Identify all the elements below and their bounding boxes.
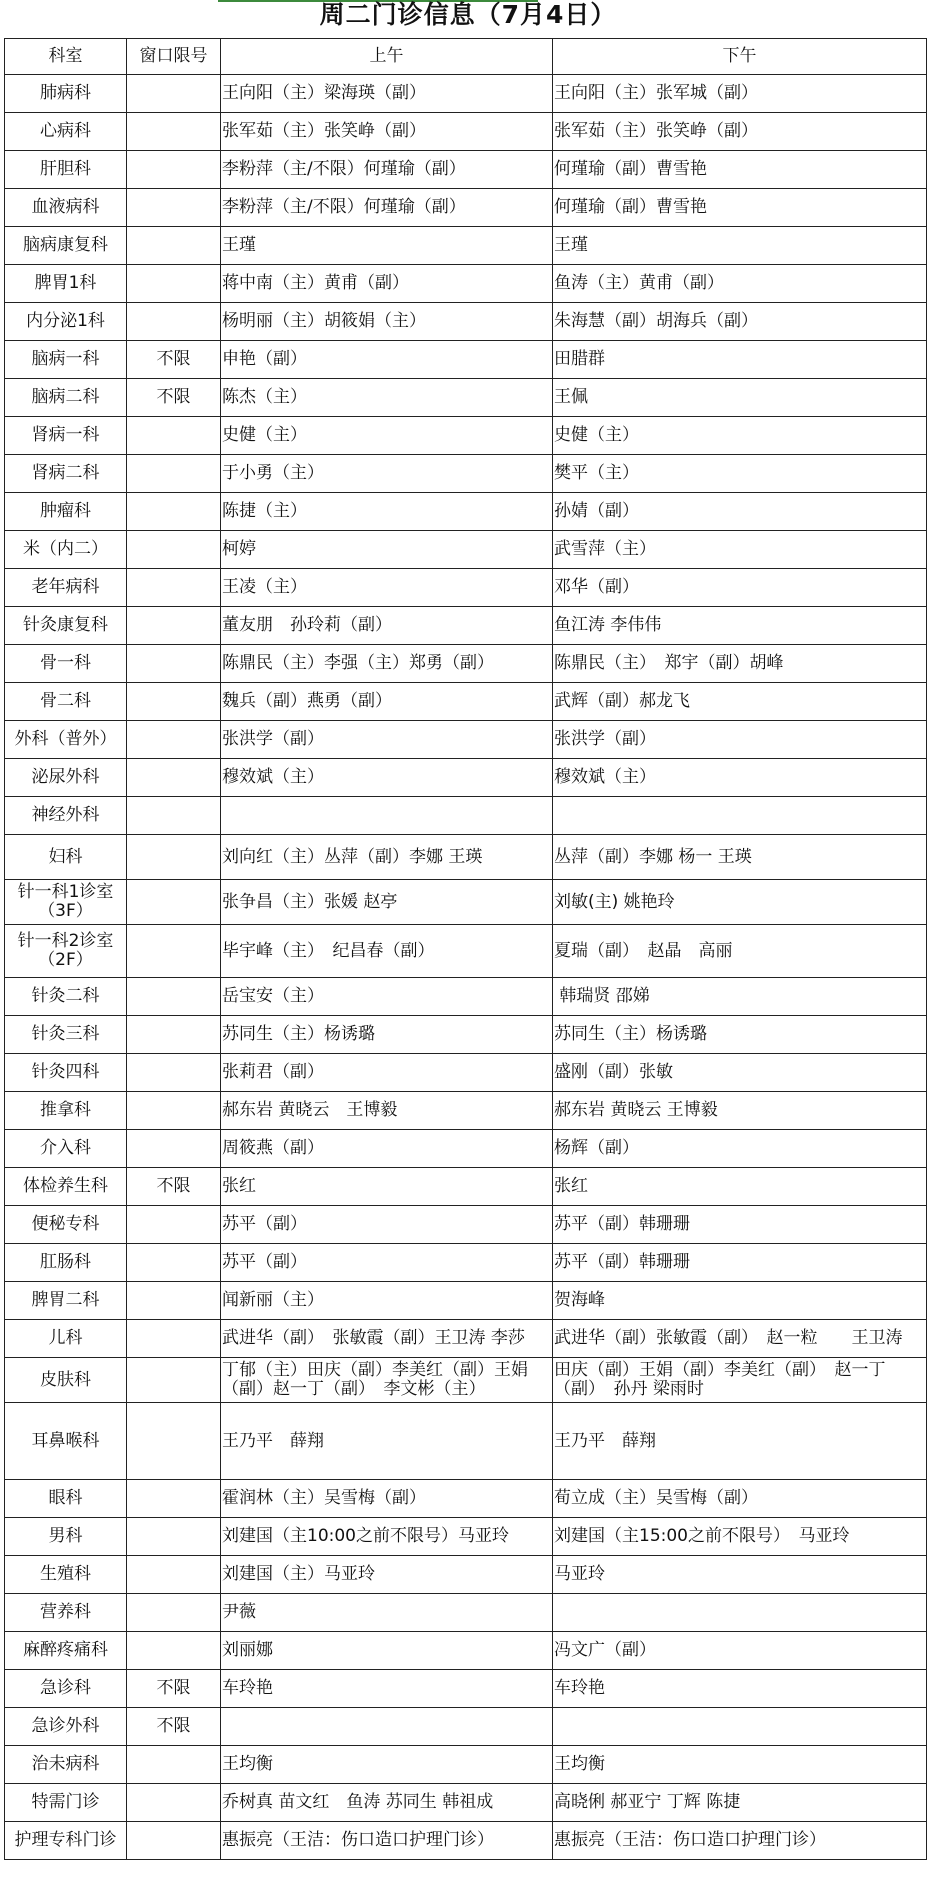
afternoon-cell <box>553 1708 927 1746</box>
dept-cell: 营养科 <box>5 1594 127 1632</box>
window-limit-cell <box>127 925 221 978</box>
morning-cell: 杨明丽（主）胡筱娟（主） <box>221 303 553 341</box>
table-row <box>5 1784 927 1822</box>
morning-cell: 王瑾 <box>221 227 553 265</box>
morning-cell: 李粉萍（主/不限）何瑾瑜（副） <box>221 189 553 227</box>
schedule-table <box>4 38 927 1860</box>
window-limit-cell <box>127 978 221 1016</box>
window-limit-cell <box>127 683 221 721</box>
window-limit-cell <box>127 1632 221 1670</box>
dept-cell: 男科 <box>5 1518 127 1556</box>
table-row <box>5 1358 927 1403</box>
table-row <box>5 1556 927 1594</box>
afternoon-cell: 刘敏(主) 姚艳玲 <box>553 880 927 925</box>
morning-cell: 车玲艳 <box>221 1670 553 1708</box>
page-title: 周二门诊信息（7月4日） <box>319 0 617 29</box>
morning-cell: 柯婷 <box>221 531 553 569</box>
dept-cell: 便秘专科 <box>5 1206 127 1244</box>
table-row <box>5 1282 927 1320</box>
morning-cell <box>221 1708 553 1746</box>
window-limit-cell <box>127 759 221 797</box>
window-limit-cell <box>127 1822 221 1860</box>
window-limit-cell: 不限 <box>127 379 221 417</box>
morning-cell: 陈鼎民（主）李强（主）郑勇（副） <box>221 645 553 683</box>
table-row <box>5 1822 927 1860</box>
header-afternoon: 下午 <box>553 39 927 75</box>
table-row <box>5 341 927 379</box>
afternoon-cell: 荀立成（主）吴雪梅（副） <box>553 1480 927 1518</box>
afternoon-cell: 惠振亮（王洁：伤口造口护理门诊） <box>553 1822 927 1860</box>
morning-cell: 闻新丽（主） <box>221 1282 553 1320</box>
dept-cell: 肾病一科 <box>5 417 127 455</box>
afternoon-cell: 张红 <box>553 1168 927 1206</box>
table-row <box>5 925 927 978</box>
window-limit-cell <box>127 1092 221 1130</box>
dept-cell: 针灸三科 <box>5 1016 127 1054</box>
morning-cell: 郝东岩 黄晓云 王博毅 <box>221 1092 553 1130</box>
dept-cell: 护理专科门诊 <box>5 1822 127 1860</box>
afternoon-cell: 陈鼎民（主） 郑宇（副）胡峰 <box>553 645 927 683</box>
afternoon-cell: 夏瑞（副） 赵晶 高丽 <box>553 925 927 978</box>
afternoon-cell: 张洪学（副） <box>553 721 927 759</box>
window-limit-cell <box>127 721 221 759</box>
dept-cell: 推拿科 <box>5 1092 127 1130</box>
table-row <box>5 417 927 455</box>
afternoon-cell: 武进华（副）张敏霞（副） 赵一粒 王卫涛 <box>553 1320 927 1358</box>
dept-cell: 妇科 <box>5 835 127 880</box>
morning-cell: 王乃平 薛翔 <box>221 1403 553 1480</box>
morning-cell: 苏平（副） <box>221 1244 553 1282</box>
dept-cell: 内分泌1科 <box>5 303 127 341</box>
table-row <box>5 1168 927 1206</box>
table-row <box>5 1092 927 1130</box>
window-limit-cell <box>127 265 221 303</box>
window-limit-cell <box>127 1282 221 1320</box>
header-dept: 科室 <box>5 39 127 75</box>
window-limit-cell: 不限 <box>127 1670 221 1708</box>
morning-cell: 乔树真 苗文红 鱼涛 苏同生 韩祖成 <box>221 1784 553 1822</box>
table-row <box>5 759 927 797</box>
morning-cell: 董友朋 孙玲莉（副） <box>221 607 553 645</box>
window-limit-cell <box>127 1016 221 1054</box>
table-row <box>5 1746 927 1784</box>
dept-cell: 针一科1诊室（3F） <box>5 880 127 925</box>
afternoon-cell: 孙婧（副） <box>553 493 927 531</box>
dept-cell: 肛肠科 <box>5 1244 127 1282</box>
morning-cell: 魏兵（副）燕勇（副） <box>221 683 553 721</box>
table-row <box>5 1206 927 1244</box>
morning-cell: 刘建国（主10:00之前不限号）马亚玲 <box>221 1518 553 1556</box>
table-row <box>5 227 927 265</box>
afternoon-cell: 车玲艳 <box>553 1670 927 1708</box>
table-row <box>5 607 927 645</box>
dept-cell: 麻醉疼痛科 <box>5 1632 127 1670</box>
window-limit-cell <box>127 1244 221 1282</box>
window-limit-cell <box>127 607 221 645</box>
window-limit-cell <box>127 1518 221 1556</box>
window-limit-cell <box>127 1403 221 1480</box>
table-row <box>5 721 927 759</box>
table-row <box>5 1244 927 1282</box>
window-limit-cell <box>127 1784 221 1822</box>
afternoon-cell: 刘建国（主15:00之前不限号） 马亚玲 <box>553 1518 927 1556</box>
dept-cell: 体检养生科 <box>5 1168 127 1206</box>
dept-cell: 血液病科 <box>5 189 127 227</box>
morning-cell: 张洪学（副） <box>221 721 553 759</box>
afternoon-cell: 鱼涛（主）黄甫（副） <box>553 265 927 303</box>
table-row <box>5 1708 927 1746</box>
morning-cell: 李粉萍（主/不限）何瑾瑜（副） <box>221 151 553 189</box>
morning-cell: 史健（主） <box>221 417 553 455</box>
afternoon-cell: 贺海峰 <box>553 1282 927 1320</box>
window-limit-cell: 不限 <box>127 341 221 379</box>
window-limit-cell <box>127 75 221 113</box>
afternoon-cell: 樊平（主） <box>553 455 927 493</box>
table-row <box>5 880 927 925</box>
window-limit-cell <box>127 835 221 880</box>
afternoon-cell: 苏平（副）韩珊珊 <box>553 1244 927 1282</box>
table-row <box>5 1320 927 1358</box>
table-header-row <box>5 39 927 75</box>
dept-cell: 介入科 <box>5 1130 127 1168</box>
table-row <box>5 1632 927 1670</box>
afternoon-cell: 王乃平 薛翔 <box>553 1403 927 1480</box>
table-row <box>5 835 927 880</box>
dept-cell: 特需门诊 <box>5 1784 127 1822</box>
table-row <box>5 797 927 835</box>
morning-cell: 张红 <box>221 1168 553 1206</box>
afternoon-cell: 王向阳（主）张军城（副） <box>553 75 927 113</box>
afternoon-cell: 鱼江涛 李伟伟 <box>553 607 927 645</box>
table-row <box>5 1594 927 1632</box>
afternoon-cell: 高晓俐 郝亚宁 丁辉 陈捷 <box>553 1784 927 1822</box>
window-limit-cell <box>127 1358 221 1403</box>
afternoon-cell: 武雪萍（主） <box>553 531 927 569</box>
dept-cell: 针灸康复科 <box>5 607 127 645</box>
morning-cell: 穆效斌（主） <box>221 759 553 797</box>
table-row <box>5 303 927 341</box>
dept-cell: 脑病一科 <box>5 341 127 379</box>
table-row <box>5 189 927 227</box>
afternoon-cell: 马亚玲 <box>553 1556 927 1594</box>
window-limit-cell <box>127 1594 221 1632</box>
dept-cell: 针灸二科 <box>5 978 127 1016</box>
window-limit-cell <box>127 1746 221 1784</box>
dept-cell: 儿科 <box>5 1320 127 1358</box>
dept-cell: 脾胃1科 <box>5 265 127 303</box>
morning-cell: 周筱燕（副） <box>221 1130 553 1168</box>
morning-cell: 王向阳（主）梁海瑛（副） <box>221 75 553 113</box>
table-row <box>5 1518 927 1556</box>
afternoon-cell: 王佩 <box>553 379 927 417</box>
dept-cell: 耳鼻喉科 <box>5 1403 127 1480</box>
morning-cell: 刘向红（主）丛萍（副）李娜 王瑛 <box>221 835 553 880</box>
morning-cell: 王均衡 <box>221 1746 553 1784</box>
window-limit-cell <box>127 797 221 835</box>
afternoon-cell: 田腊群 <box>553 341 927 379</box>
dept-cell: 神经外科 <box>5 797 127 835</box>
table-row <box>5 75 927 113</box>
window-limit-cell <box>127 1130 221 1168</box>
afternoon-cell: 张军茹（主）张笑峥（副） <box>553 113 927 151</box>
dept-cell: 外科（普外） <box>5 721 127 759</box>
table-row <box>5 379 927 417</box>
window-limit-cell <box>127 1054 221 1092</box>
window-limit-cell <box>127 455 221 493</box>
table-row <box>5 1054 927 1092</box>
afternoon-cell: 何瑾瑜（副）曹雪艳 <box>553 151 927 189</box>
afternoon-cell <box>553 797 927 835</box>
morning-cell <box>221 797 553 835</box>
dept-cell: 治未病科 <box>5 1746 127 1784</box>
window-limit-cell <box>127 493 221 531</box>
afternoon-cell: 丛萍（副）李娜 杨一 王瑛 <box>553 835 927 880</box>
morning-cell: 张军茹（主）张笑峥（副） <box>221 113 553 151</box>
afternoon-cell: 武辉（副）郝龙飞 <box>553 683 927 721</box>
dept-cell: 骨二科 <box>5 683 127 721</box>
table-row <box>5 683 927 721</box>
afternoon-cell: 郝东岩 黄晓云 王博毅 <box>553 1092 927 1130</box>
afternoon-cell: 史健（主） <box>553 417 927 455</box>
table-row <box>5 493 927 531</box>
window-limit-cell <box>127 569 221 607</box>
morning-cell: 张莉君（副） <box>221 1054 553 1092</box>
afternoon-cell: 冯文广（副） <box>553 1632 927 1670</box>
morning-cell: 苏同生（主）杨诱璐 <box>221 1016 553 1054</box>
window-limit-cell <box>127 1556 221 1594</box>
dept-cell: 急诊外科 <box>5 1708 127 1746</box>
window-limit-cell <box>127 880 221 925</box>
afternoon-cell <box>553 1594 927 1632</box>
table-row <box>5 1403 927 1480</box>
table-row <box>5 1480 927 1518</box>
dept-cell: 老年病科 <box>5 569 127 607</box>
table-row <box>5 1016 927 1054</box>
morning-cell: 丁郁（主）田庆（副）李美红（副）王娟（副）赵一丁（副） 李文彬（主） <box>221 1358 553 1403</box>
morning-cell: 惠振亮（王洁：伤口造口护理门诊） <box>221 1822 553 1860</box>
header-morning: 上午 <box>221 39 553 75</box>
dept-cell: 针一科2诊室（2F） <box>5 925 127 978</box>
dept-cell: 针灸四科 <box>5 1054 127 1092</box>
morning-cell: 岳宝安（主） <box>221 978 553 1016</box>
afternoon-cell: 何瑾瑜（副）曹雪艳 <box>553 189 927 227</box>
table-row <box>5 151 927 189</box>
window-limit-cell: 不限 <box>127 1168 221 1206</box>
dept-cell: 肾病二科 <box>5 455 127 493</box>
morning-cell: 尹薇 <box>221 1594 553 1632</box>
dept-cell: 肺病科 <box>5 75 127 113</box>
table-row <box>5 531 927 569</box>
dept-cell: 心病科 <box>5 113 127 151</box>
morning-cell: 霍润林（主）吴雪梅（副） <box>221 1480 553 1518</box>
window-limit-cell <box>127 303 221 341</box>
table-row <box>5 1670 927 1708</box>
afternoon-cell: 杨辉（副） <box>553 1130 927 1168</box>
table-row <box>5 265 927 303</box>
dept-cell: 泌尿外科 <box>5 759 127 797</box>
dept-cell: 皮肤科 <box>5 1358 127 1403</box>
afternoon-cell: 穆效斌（主） <box>553 759 927 797</box>
window-limit-cell <box>127 417 221 455</box>
afternoon-cell: 韩瑞贤 邵娣 <box>553 978 927 1016</box>
window-limit-cell <box>127 1206 221 1244</box>
dept-cell: 骨一科 <box>5 645 127 683</box>
dept-cell: 急诊科 <box>5 1670 127 1708</box>
schedule-rows <box>5 75 927 1860</box>
morning-cell: 陈捷（主） <box>221 493 553 531</box>
morning-cell: 武进华（副） 张敏霞（副）王卫涛 李莎 <box>221 1320 553 1358</box>
window-limit-cell <box>127 1320 221 1358</box>
afternoon-cell: 盛刚（副）张敏 <box>553 1054 927 1092</box>
morning-cell: 陈杰（主） <box>221 379 553 417</box>
dept-cell: 脾胃二科 <box>5 1282 127 1320</box>
table-row <box>5 645 927 683</box>
afternoon-cell: 邓华（副） <box>553 569 927 607</box>
window-limit-cell <box>127 531 221 569</box>
window-limit-cell <box>127 227 221 265</box>
window-limit-cell <box>127 645 221 683</box>
morning-cell: 苏平（副） <box>221 1206 553 1244</box>
table-row <box>5 455 927 493</box>
window-limit-cell <box>127 189 221 227</box>
morning-cell: 毕宇峰（主） 纪昌春（副） <box>221 925 553 978</box>
morning-cell: 于小勇（主） <box>221 455 553 493</box>
table-row <box>5 1130 927 1168</box>
table-row <box>5 978 927 1016</box>
dept-cell: 肿瘤科 <box>5 493 127 531</box>
dept-cell: 脑病康复科 <box>5 227 127 265</box>
header-window-limit: 窗口限号 <box>127 39 221 75</box>
window-limit-cell <box>127 113 221 151</box>
table-row <box>5 569 927 607</box>
morning-cell: 张争昌（主）张媛 赵亭 <box>221 880 553 925</box>
afternoon-cell: 朱海慧（副）胡海兵（副） <box>553 303 927 341</box>
dept-cell: 米（内二） <box>5 531 127 569</box>
morning-cell: 刘建国（主）马亚玲 <box>221 1556 553 1594</box>
afternoon-cell: 王瑾 <box>553 227 927 265</box>
window-limit-cell <box>127 1480 221 1518</box>
morning-cell: 王凌（主） <box>221 569 553 607</box>
dept-cell: 肝胆科 <box>5 151 127 189</box>
afternoon-cell: 苏同生（主）杨诱璐 <box>553 1016 927 1054</box>
afternoon-cell: 王均衡 <box>553 1746 927 1784</box>
dept-cell: 眼科 <box>5 1480 127 1518</box>
morning-cell: 蒋中南（主）黄甫（副） <box>221 265 553 303</box>
morning-cell: 刘丽娜 <box>221 1632 553 1670</box>
dept-cell: 脑病二科 <box>5 379 127 417</box>
afternoon-cell: 田庆（副）王娟（副）李美红（副） 赵一丁（副） 孙丹 梁雨时 <box>553 1358 927 1403</box>
window-limit-cell: 不限 <box>127 1708 221 1746</box>
afternoon-cell: 苏平（副）韩珊珊 <box>553 1206 927 1244</box>
morning-cell: 申艳（副） <box>221 341 553 379</box>
table-row <box>5 113 927 151</box>
dept-cell: 生殖科 <box>5 1556 127 1594</box>
window-limit-cell <box>127 151 221 189</box>
